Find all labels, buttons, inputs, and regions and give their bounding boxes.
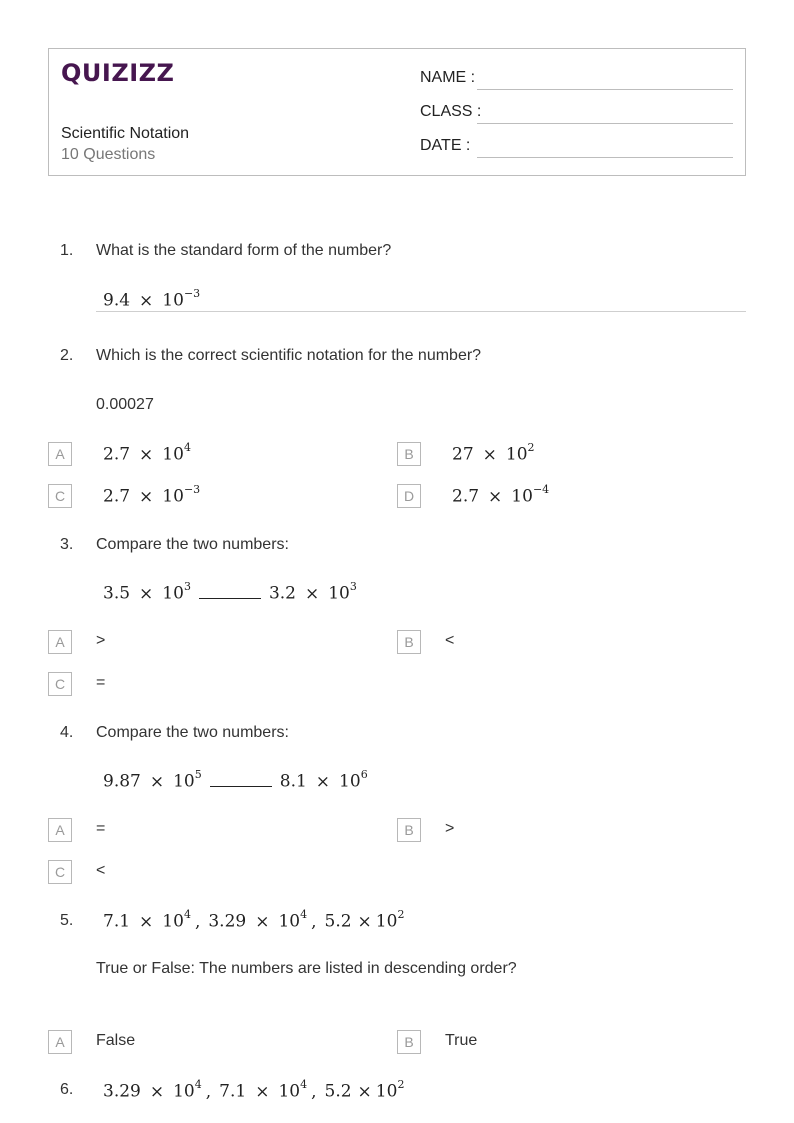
question-text: Compare the two numbers:	[96, 536, 289, 553]
exponent: 2	[397, 1078, 405, 1091]
mantissa: 9.87	[103, 771, 141, 792]
question-text: What is the standard form of the number?	[96, 242, 392, 259]
exponent: −4	[532, 483, 550, 496]
option-c-box[interactable]: C	[48, 860, 72, 884]
name-field[interactable]	[477, 89, 733, 90]
exponent: 4	[300, 1078, 308, 1091]
option-c-text	[103, 485, 200, 507]
exponent: 4	[183, 441, 191, 454]
exponent: 6	[360, 768, 368, 781]
exponent: 2	[527, 441, 535, 454]
option-a-text: >	[96, 632, 106, 649]
question-count: 10 Questions	[61, 146, 156, 163]
times-symbol: ×	[149, 771, 165, 792]
question-text: Which is the correct scientific notation for the number?	[96, 347, 482, 364]
mantissa: 2.7	[103, 486, 131, 507]
mantissa: 3.29	[208, 911, 247, 932]
times-symbol: ×	[357, 1081, 372, 1102]
exponent: 4	[194, 1078, 202, 1091]
exponent: −3	[183, 483, 201, 496]
times-symbol: ×	[139, 290, 154, 311]
date-label: DATE :	[420, 137, 471, 154]
comparison-blank[interactable]	[210, 774, 272, 787]
class-label: CLASS :	[420, 103, 482, 120]
mantissa: 5.2	[324, 1081, 352, 1102]
separator: ,	[205, 1081, 212, 1102]
answer-line[interactable]	[96, 311, 746, 312]
times-symbol: ×	[139, 911, 154, 932]
option-c-text: =	[96, 674, 106, 691]
worksheet-title: Scientific Notation	[61, 125, 190, 142]
base: 10	[278, 911, 301, 932]
question-number: 5.	[60, 912, 74, 929]
base: 10	[173, 771, 195, 792]
exponent: 3	[183, 580, 191, 593]
base: 10	[328, 583, 350, 604]
comparison-blank[interactable]	[199, 586, 261, 599]
option-b-box[interactable]: B	[397, 1030, 421, 1054]
option-b-box[interactable]: B	[397, 818, 421, 842]
option-a-box[interactable]: A	[48, 630, 72, 654]
base: 10	[511, 486, 533, 507]
separator: ,	[311, 1081, 317, 1102]
quizizz-logo: QUIZIZZ	[61, 59, 175, 87]
times-symbol: ×	[304, 583, 320, 604]
option-b-text	[452, 443, 535, 465]
exponent: 5	[194, 768, 202, 781]
mantissa: 3.29	[103, 1081, 141, 1102]
option-a-text: =	[96, 820, 106, 837]
question-number: 1.	[60, 242, 74, 259]
mantissa: 7.1	[219, 1081, 247, 1102]
exponent: 4	[300, 908, 308, 921]
base: 10	[162, 486, 184, 507]
exponent: 3	[349, 580, 357, 593]
question-number: 2.	[60, 347, 74, 364]
base: 10	[162, 583, 184, 604]
times-symbol: ×	[255, 911, 270, 932]
times-symbol: ×	[255, 1081, 270, 1102]
comparison-expression	[103, 770, 368, 792]
times-symbol: ×	[139, 486, 154, 507]
base: 10	[162, 444, 184, 465]
option-b-text: True	[445, 1032, 478, 1049]
base: 10	[505, 444, 528, 465]
mantissa: 3.5	[103, 583, 131, 604]
question-number: 3.	[60, 536, 74, 553]
question-value: 0.00027	[96, 396, 154, 413]
name-label: NAME :	[420, 69, 476, 86]
exponent: −3	[183, 287, 201, 300]
option-a-box[interactable]: A	[48, 818, 72, 842]
times-symbol: ×	[315, 771, 331, 792]
times-symbol: ×	[482, 444, 497, 465]
times-symbol: ×	[139, 583, 154, 604]
option-a-text	[103, 443, 191, 465]
comparison-expression	[103, 582, 357, 604]
mantissa: 9.4	[103, 290, 131, 311]
base: 10	[162, 290, 184, 311]
question-number: 6.	[60, 1081, 74, 1098]
question-number: 4.	[60, 724, 74, 741]
base: 10	[278, 1081, 301, 1102]
mantissa: 3.2	[268, 583, 296, 604]
base: 10	[162, 911, 184, 932]
number-list	[103, 910, 404, 932]
mantissa: 5.2	[324, 911, 352, 932]
option-c-box[interactable]: C	[48, 672, 72, 696]
base: 10	[375, 911, 398, 932]
mantissa: 2.7	[103, 444, 131, 465]
option-b-text: <	[445, 632, 455, 649]
option-a-box[interactable]: A	[48, 442, 72, 466]
option-a-text: False	[96, 1032, 136, 1049]
mantissa: 8.1	[279, 771, 307, 792]
exponent: 2	[397, 908, 405, 921]
class-field[interactable]	[477, 123, 733, 124]
times-symbol: ×	[139, 444, 154, 465]
question-text: True or False: The numbers are listed in descending order?	[96, 960, 517, 977]
option-c-box[interactable]: C	[48, 484, 72, 508]
worksheet-header	[48, 48, 746, 176]
number-list	[103, 1080, 404, 1102]
mantissa: 27	[452, 444, 474, 465]
question-text: Compare the two numbers:	[96, 724, 289, 741]
option-d-box[interactable]: D	[397, 484, 421, 508]
option-c-text: <	[96, 862, 106, 879]
option-b-box[interactable]: B	[397, 630, 421, 654]
exponent: 4	[183, 908, 191, 921]
date-field[interactable]	[477, 157, 733, 158]
separator: ,	[194, 911, 201, 932]
expression	[103, 289, 200, 311]
base: 10	[173, 1081, 195, 1102]
times-symbol: ×	[488, 486, 503, 507]
option-b-box[interactable]: B	[397, 442, 421, 466]
times-symbol: ×	[149, 1081, 165, 1102]
times-symbol: ×	[357, 911, 372, 932]
base: 10	[339, 771, 361, 792]
option-b-text: >	[445, 820, 455, 837]
option-d-text	[452, 485, 549, 507]
mantissa: 7.1	[103, 911, 131, 932]
option-a-box[interactable]: A	[48, 1030, 72, 1054]
base: 10	[375, 1081, 398, 1102]
separator: ,	[311, 911, 317, 932]
mantissa: 2.7	[452, 486, 480, 507]
